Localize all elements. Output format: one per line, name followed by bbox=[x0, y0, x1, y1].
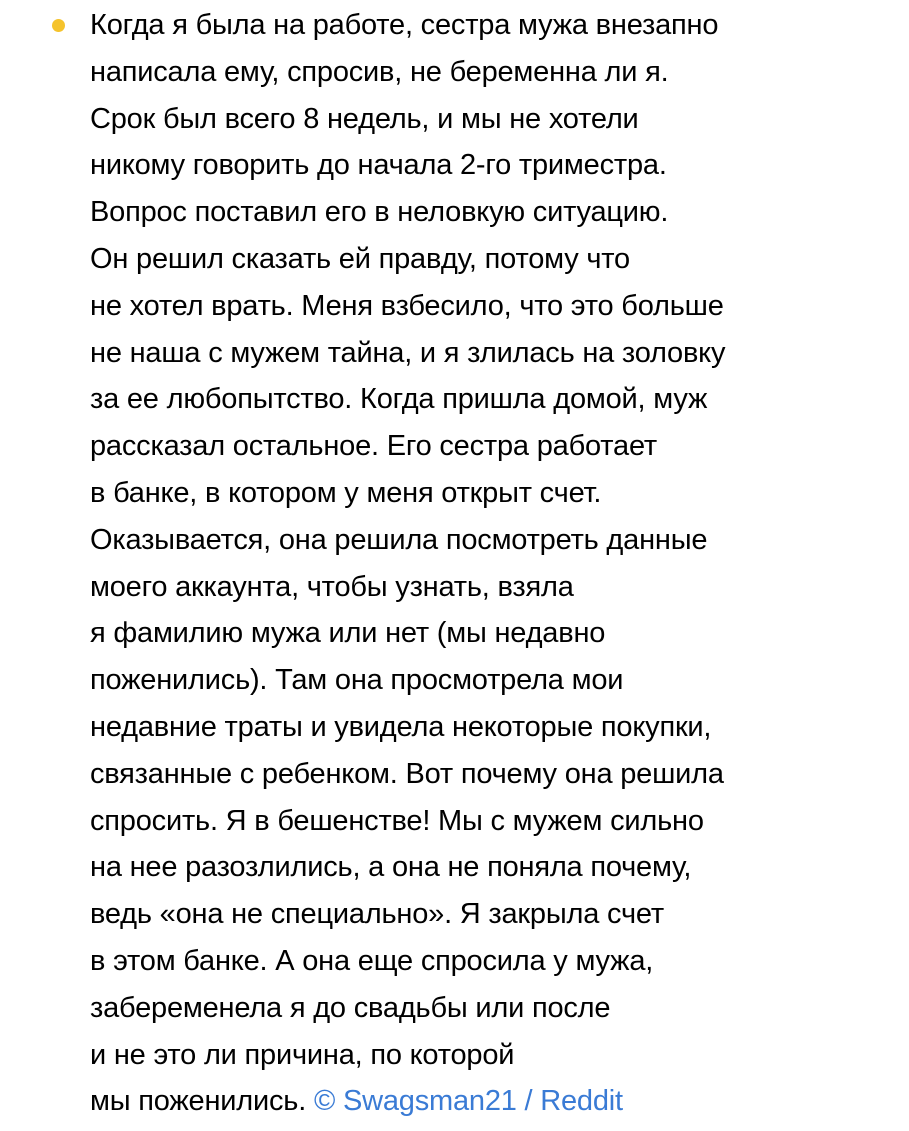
story-line: поженились). Там она просмотрела мои bbox=[90, 664, 624, 697]
story-line: Срок был всего 8 недель, и мы не хотели bbox=[90, 102, 639, 135]
story-line: в банке, в котором у меня открыт счет. bbox=[90, 476, 602, 509]
story-line: Оказывается, она решила посмотреть данные bbox=[90, 523, 708, 556]
story-line: на нее разозлились, а она не поняла почему, bbox=[90, 851, 692, 884]
story-line: я фамилию мужа или нет (мы недавно bbox=[90, 617, 606, 650]
story-text bbox=[90, 2, 725, 1125]
story-line: Он решил сказать ей правду, потому что bbox=[90, 242, 630, 275]
credit-link[interactable]: © Swagsman21 / Reddit bbox=[313, 1085, 623, 1118]
story-line: не хотел врать. Меня взбесило, что это больше bbox=[90, 289, 724, 322]
story-line-end: мы поженились. bbox=[90, 1085, 307, 1118]
story-line: за ее любопытство. Когда пришла домой, муж bbox=[90, 383, 708, 416]
story-line: спросить. Я в бешенстве! Мы с мужем сильно bbox=[90, 804, 704, 837]
story-line: написала ему, спросив, не беременна ли я. bbox=[90, 55, 669, 88]
story-line: Когда я была на работе, сестра мужа внезапно bbox=[90, 9, 719, 41]
story-line: Вопрос поставил его в неловкую ситуацию. bbox=[90, 196, 669, 229]
story-line: никому говорить до начала 2-го триместра. bbox=[90, 149, 667, 182]
story-line: в этом банке. А она еще спросила у мужа, bbox=[90, 944, 654, 977]
story-line: забеременела я до свадьбы или после bbox=[90, 991, 611, 1024]
story-line: не наша с мужем тайна, и я злилась на золовку bbox=[90, 336, 726, 369]
story-line: моего аккаунта, чтобы узнать, взяла bbox=[90, 570, 574, 603]
story-last-line bbox=[90, 1078, 725, 1125]
story-line: связанные с ребенком. Вот почему она решила bbox=[90, 757, 724, 790]
story-line: недавние траты и увидела некоторые покупки, bbox=[90, 710, 712, 743]
story-line: и не это ли причина, по которой bbox=[90, 1038, 515, 1071]
story-line: рассказал остальное. Его сестра работает bbox=[90, 430, 658, 463]
story-line: ведь «она не специально». Я закрыла счет bbox=[90, 898, 664, 931]
bullet-dot-icon bbox=[52, 19, 65, 32]
